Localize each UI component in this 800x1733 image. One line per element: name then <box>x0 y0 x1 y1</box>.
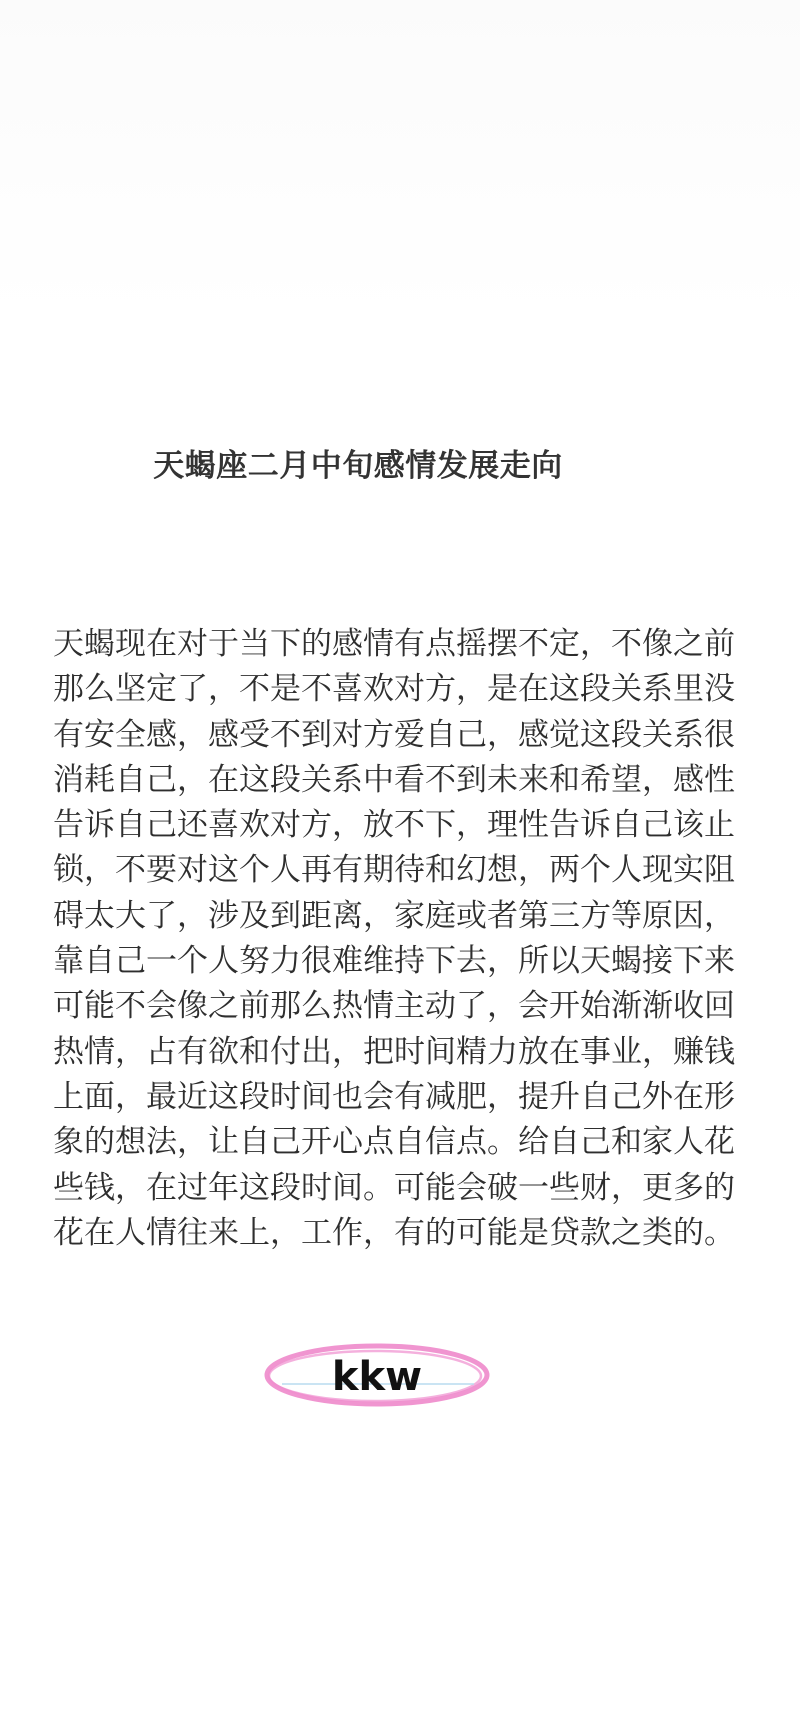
signature-drawing <box>262 1340 492 1410</box>
article-title: 天蝎座二月中旬感情发展走向 <box>153 448 563 484</box>
article-body: 天蝎现在对于当下的感情有点摇摆不定，不像之前那么坚定了，不是不喜欢对方，是在这段关系里没有安全感，感受不到对方爱自己，感觉这段关系很消耗自己，在这段关系中看不到未来和希望，感性告诉自己还喜欢对方，放不下，理性告诉自己该止锁，不要对这个人再有期待和幻想，两个人现实阻碍太大了，涉及到距离，家庭或者第三方等原因，靠自己一个人努力很难维持下去，所以天蝎接下来可能不会像之前那么热情主动了，会开始渐渐收回热情，占有欲和付出，把时间精力放在事业，赚钱上面，最近这段时间也会有减肥，提升自己外在形象的想法，让自己开心点自信点。给自己和家人花些钱，在过年这段时间。可能会破一些财，更多的花在人情往来上，工作，有的可能是贷款之类的。 <box>53 626 735 1251</box>
signature-stamp <box>262 1340 492 1410</box>
signature-text: kkw <box>331 1354 423 1400</box>
